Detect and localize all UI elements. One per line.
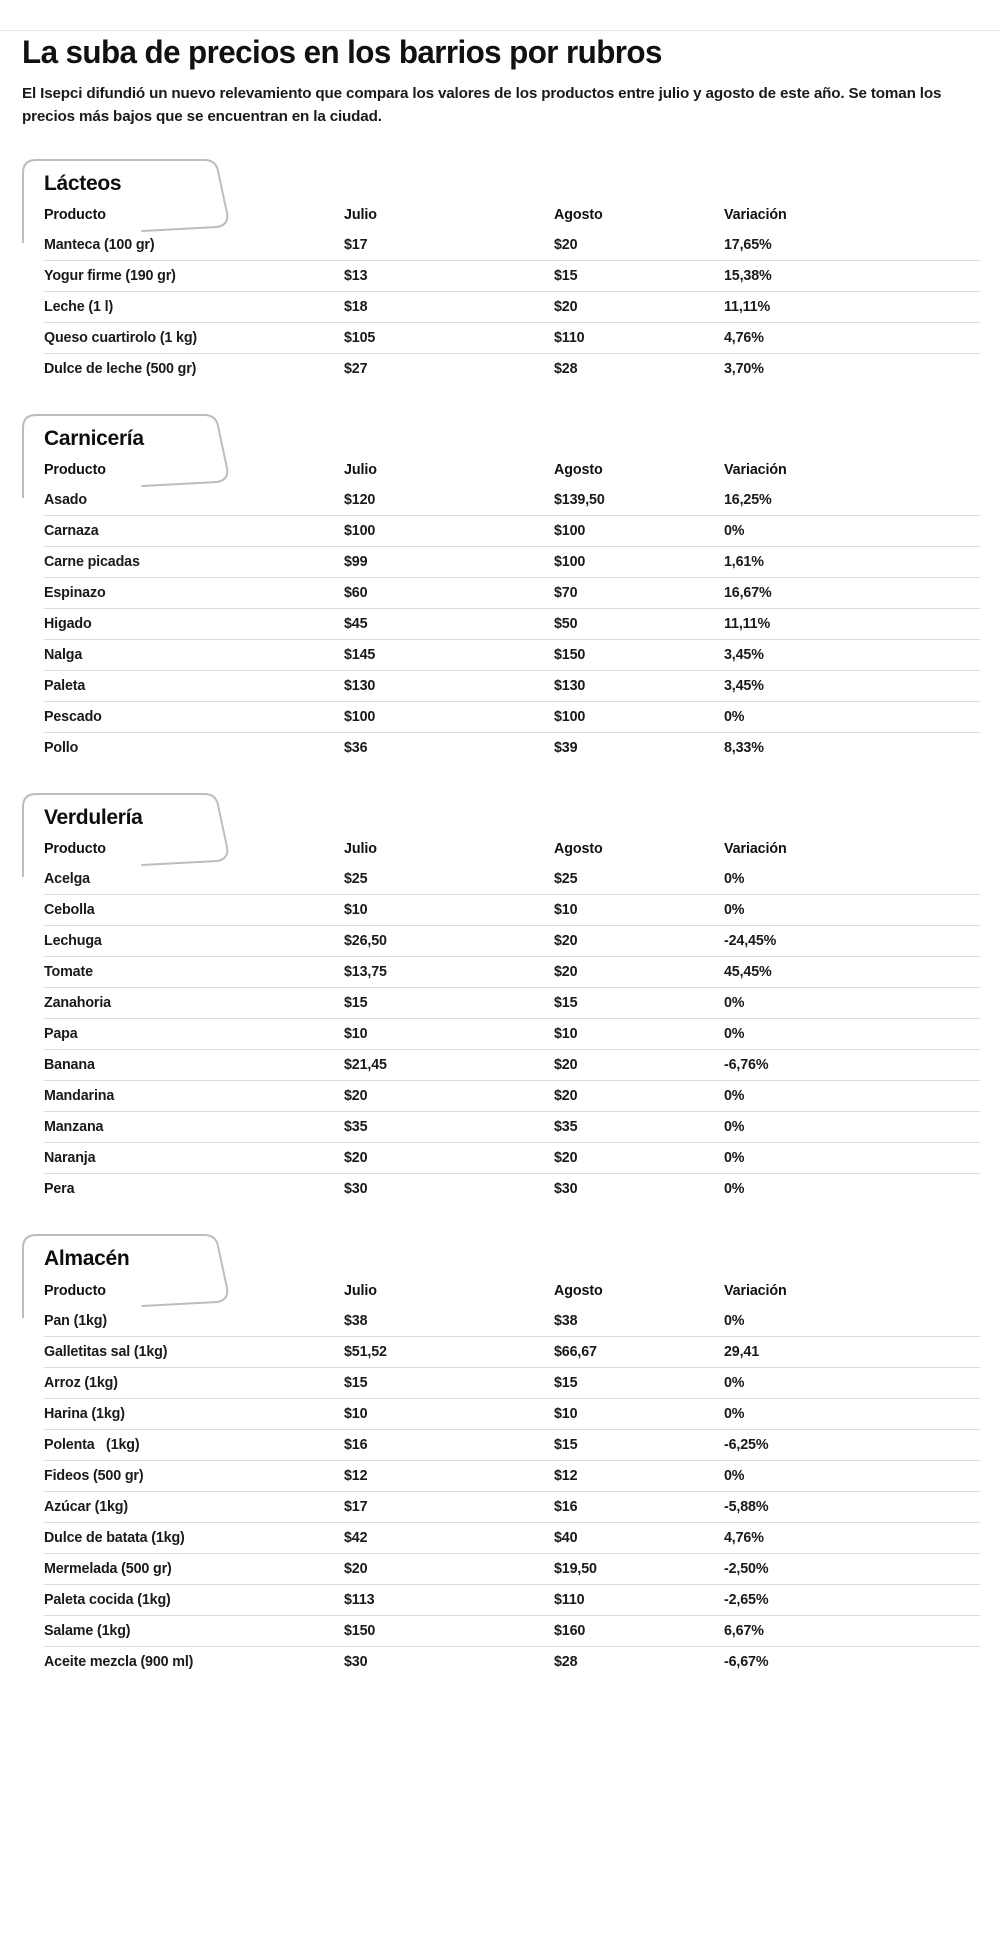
- cell-variacion: 0%: [724, 516, 980, 547]
- cell-producto: Higado: [44, 609, 344, 640]
- cell-agosto: $20: [554, 1050, 724, 1081]
- table-row: [44, 1584, 980, 1615]
- cell-producto: Arroz (1kg): [44, 1367, 344, 1398]
- cell-variacion: 0%: [724, 1306, 980, 1337]
- cell-variacion: 0%: [724, 1181, 745, 1198]
- cell-variacion: 3,45%: [724, 671, 980, 702]
- cell-julio: $99: [344, 547, 554, 578]
- cell-agosto: $19,50: [554, 1553, 724, 1584]
- cell-julio: $10: [344, 1019, 554, 1050]
- table-row: [44, 1429, 980, 1460]
- cell-agosto: $20: [554, 291, 724, 322]
- table-row: [44, 1491, 980, 1522]
- cell-julio: $113: [344, 1584, 554, 1615]
- cell-producto: Espinazo: [44, 578, 344, 609]
- cell-julio: $15: [344, 988, 554, 1019]
- cell-variacion: 0%: [724, 1398, 980, 1429]
- cell-variacion: -6,76%: [724, 1050, 980, 1081]
- cell-julio: $10: [344, 1398, 554, 1429]
- table-header-row: [44, 458, 980, 485]
- column-header-producto: Producto: [44, 841, 106, 858]
- table-row: [44, 1646, 980, 1677]
- page-subtitle: El Isepci difundió un nuevo relevamiento que compara los valores de los productos entre julio y agosto de este año. Se toman los precios más bajos que se encuentran en la ciudad.: [22, 84, 942, 126]
- cell-julio: $45: [344, 609, 554, 640]
- table-row: [44, 291, 980, 322]
- cell-variacion: 0%: [724, 895, 980, 926]
- cell-agosto: $20: [554, 230, 724, 261]
- column-header-julio: Julio: [344, 462, 377, 479]
- cell-julio: $17: [344, 1491, 554, 1522]
- cell-producto: Polenta (1kg): [44, 1429, 344, 1460]
- column-header-julio: Julio: [344, 841, 377, 858]
- cell-producto: Papa: [44, 1019, 344, 1050]
- cell-producto: Acelga: [44, 864, 344, 895]
- cell-producto: Galletitas sal (1kg): [44, 1336, 344, 1367]
- cell-agosto: $39: [554, 740, 578, 757]
- cell-agosto: $38: [554, 1306, 724, 1337]
- column-header-variacion: Variación: [724, 462, 787, 479]
- cell-agosto: $100: [554, 516, 724, 547]
- cell-producto: Fideos (500 gr): [44, 1460, 344, 1491]
- cell-variacion: 16,67%: [724, 578, 980, 609]
- table-row: [44, 230, 980, 261]
- cell-producto: Banana: [44, 1050, 344, 1081]
- cell-variacion: 0%: [724, 1112, 980, 1143]
- table-row: [44, 1367, 980, 1398]
- cell-producto: Paleta cocida (1kg): [44, 1584, 344, 1615]
- column-header-julio: Julio: [344, 206, 377, 223]
- cell-producto: Dulce de leche (500 gr): [44, 360, 197, 377]
- column-header-agosto: Agosto: [554, 841, 603, 858]
- cell-producto: Tomate: [44, 957, 344, 988]
- cell-variacion: 0%: [724, 1143, 980, 1174]
- cell-producto: Salame (1kg): [44, 1615, 344, 1646]
- column-header-variacion: Variación: [724, 841, 787, 858]
- cell-producto: Harina (1kg): [44, 1398, 344, 1429]
- cell-agosto: $15: [554, 988, 724, 1019]
- table-row: [44, 578, 980, 609]
- cell-variacion: -5,88%: [724, 1491, 980, 1522]
- price-table: [44, 837, 980, 1204]
- cell-agosto: $28: [554, 1653, 578, 1670]
- cell-agosto: $130: [554, 671, 724, 702]
- table-row: [44, 1050, 980, 1081]
- column-header-agosto: Agosto: [554, 462, 603, 479]
- page-title: La suba de precios en los barrios por rubros: [22, 34, 662, 70]
- table-row: [44, 1615, 980, 1646]
- cell-agosto: $70: [554, 578, 724, 609]
- cell-agosto: $100: [554, 547, 724, 578]
- cell-variacion: 0%: [724, 1460, 980, 1491]
- cell-variacion: 6,67%: [724, 1615, 980, 1646]
- cell-agosto: $28: [554, 360, 578, 377]
- cell-julio: $12: [344, 1460, 554, 1491]
- cell-agosto: $160: [554, 1615, 724, 1646]
- table-row: [44, 1081, 980, 1112]
- cell-variacion: 29,41: [724, 1336, 980, 1367]
- table-row: [44, 322, 980, 353]
- cell-agosto: $150: [554, 640, 724, 671]
- top-divider: [0, 30, 1000, 31]
- cell-agosto: $40: [554, 1522, 724, 1553]
- cell-variacion: 0%: [724, 1367, 980, 1398]
- table-row: [44, 895, 980, 926]
- cell-julio: $30: [344, 1181, 368, 1198]
- cell-julio: $130: [344, 671, 554, 702]
- cell-variacion: 3,70%: [724, 360, 764, 377]
- cell-agosto: $25: [554, 864, 724, 895]
- table-row: [44, 547, 980, 578]
- cell-producto: Paleta: [44, 671, 344, 702]
- cell-producto: Carne picadas: [44, 547, 344, 578]
- cell-variacion: -2,50%: [724, 1553, 980, 1584]
- cell-julio: $145: [344, 640, 554, 671]
- cell-julio: $30: [344, 1653, 368, 1670]
- cell-agosto: $110: [554, 322, 724, 353]
- table-row: [44, 1112, 980, 1143]
- cell-agosto: $12: [554, 1460, 724, 1491]
- table-row: [44, 1522, 980, 1553]
- column-header-variacion: Variación: [724, 1282, 787, 1299]
- cell-producto: Aceite mezcla (900 ml): [44, 1653, 194, 1670]
- cell-julio: $105: [344, 322, 554, 353]
- table-row: [44, 640, 980, 671]
- cell-producto: Pera: [44, 1181, 75, 1198]
- cell-julio: $38: [344, 1306, 554, 1337]
- cell-variacion: 0%: [724, 1081, 980, 1112]
- cell-variacion: -2,65%: [724, 1584, 980, 1615]
- cell-julio: $100: [344, 516, 554, 547]
- cell-julio: $13: [344, 260, 554, 291]
- table-row: [44, 1174, 980, 1205]
- cell-producto: Leche (1 l): [44, 291, 344, 322]
- column-header-julio: Julio: [344, 1282, 377, 1299]
- table-header-row: [44, 837, 980, 864]
- cell-agosto: $20: [554, 1081, 724, 1112]
- cell-julio: $27: [344, 360, 368, 377]
- table-row: [44, 516, 980, 547]
- cell-agosto: $10: [554, 1019, 724, 1050]
- cell-agosto: $15: [554, 260, 724, 291]
- cell-julio: $13,75: [344, 957, 554, 988]
- cell-producto: Mandarina: [44, 1081, 344, 1112]
- cell-agosto: $20: [554, 957, 724, 988]
- content-wrapper: [22, 36, 980, 1677]
- cell-variacion: 8,33%: [724, 740, 764, 757]
- table-row: [44, 988, 980, 1019]
- column-header-producto: Producto: [44, 206, 106, 223]
- table-row: [44, 1553, 980, 1584]
- cell-julio: $36: [344, 740, 368, 757]
- cell-producto: Lechuga: [44, 926, 344, 957]
- cell-variacion: 0%: [724, 702, 980, 733]
- table-row: [44, 957, 980, 988]
- cell-julio: $15: [344, 1367, 554, 1398]
- section-inner: [22, 1232, 980, 1676]
- cell-producto: Dulce de batata (1kg): [44, 1522, 344, 1553]
- table-row: [44, 702, 980, 733]
- table-row: [44, 1460, 980, 1491]
- cell-producto: Pescado: [44, 702, 344, 733]
- cell-julio: $150: [344, 1615, 554, 1646]
- section-inner: [22, 157, 980, 384]
- cell-julio: $17: [344, 230, 554, 261]
- table-row: [44, 1019, 980, 1050]
- table-row: [44, 485, 980, 516]
- cell-agosto: $66,67: [554, 1336, 724, 1367]
- cell-agosto: $139,50: [554, 485, 724, 516]
- cell-julio: $26,50: [344, 926, 554, 957]
- cell-julio: $42: [344, 1522, 554, 1553]
- cell-agosto: $20: [554, 1143, 724, 1174]
- price-table: [44, 458, 980, 763]
- cell-producto: Manzana: [44, 1112, 344, 1143]
- column-header-variacion: Variación: [724, 206, 787, 223]
- cell-variacion: -6,67%: [724, 1653, 769, 1670]
- cell-producto: Naranja: [44, 1143, 344, 1174]
- cell-agosto: $50: [554, 609, 724, 640]
- table-row: [44, 671, 980, 702]
- section-title: Lácteos: [44, 171, 122, 195]
- table-header-row: [44, 1279, 980, 1306]
- column-header-agosto: Agosto: [554, 1282, 603, 1299]
- cell-agosto: $10: [554, 1398, 724, 1429]
- column-header-producto: Producto: [44, 1282, 106, 1299]
- table-row: [44, 609, 980, 640]
- cell-julio: $21,45: [344, 1050, 554, 1081]
- cell-julio: $100: [344, 702, 554, 733]
- section-l-cteos: [22, 157, 980, 384]
- cell-producto: Azúcar (1kg): [44, 1491, 344, 1522]
- sections-container: [22, 157, 980, 1677]
- cell-agosto: $15: [554, 1367, 724, 1398]
- section-almac-n: [22, 1232, 980, 1676]
- cell-producto: Yogur firme (190 gr): [44, 260, 344, 291]
- cell-producto: Asado: [44, 485, 344, 516]
- cell-julio: $10: [344, 895, 554, 926]
- cell-variacion: 0%: [724, 988, 980, 1019]
- section-title: Verdulería: [44, 806, 143, 830]
- section-title: Carnicería: [44, 426, 144, 450]
- table-row: [44, 260, 980, 291]
- cell-producto: Pan (1kg): [44, 1306, 344, 1337]
- cell-julio: $25: [344, 864, 554, 895]
- cell-variacion: 15,38%: [724, 260, 980, 291]
- cell-agosto: $10: [554, 895, 724, 926]
- price-table: [44, 203, 980, 384]
- table-row: [44, 1306, 980, 1337]
- cell-variacion: 0%: [724, 1019, 980, 1050]
- cell-agosto: $35: [554, 1112, 724, 1143]
- table-row: [44, 353, 980, 384]
- cell-variacion: 45,45%: [724, 957, 980, 988]
- cell-variacion: 16,25%: [724, 485, 980, 516]
- table-row: [44, 1336, 980, 1367]
- cell-variacion: 4,76%: [724, 1522, 980, 1553]
- column-header-agosto: Agosto: [554, 206, 603, 223]
- cell-producto: Pollo: [44, 740, 79, 757]
- cell-variacion: 11,11%: [724, 609, 980, 640]
- cell-agosto: $20: [554, 926, 724, 957]
- table-row: [44, 864, 980, 895]
- cell-producto: Carnaza: [44, 516, 344, 547]
- cell-variacion: 17,65%: [724, 230, 980, 261]
- section-verduler-a: [22, 791, 980, 1204]
- cell-variacion: -6,25%: [724, 1429, 980, 1460]
- cell-agosto: $110: [554, 1584, 724, 1615]
- table-row: [44, 1398, 980, 1429]
- section-inner: [22, 791, 980, 1204]
- cell-variacion: -24,45%: [724, 926, 980, 957]
- cell-producto: Manteca (100 gr): [44, 230, 344, 261]
- cell-julio: $20: [344, 1081, 554, 1112]
- cell-julio: $51,52: [344, 1336, 554, 1367]
- column-header-producto: Producto: [44, 462, 106, 479]
- cell-variacion: 3,45%: [724, 640, 980, 671]
- table-row: [44, 926, 980, 957]
- table-row: [44, 733, 980, 764]
- cell-julio: $60: [344, 578, 554, 609]
- table-row: [44, 1143, 980, 1174]
- cell-variacion: 11,11%: [724, 291, 980, 322]
- cell-agosto: $100: [554, 702, 724, 733]
- cell-julio: $18: [344, 291, 554, 322]
- price-table: [44, 1279, 980, 1677]
- cell-julio: $35: [344, 1112, 554, 1143]
- cell-producto: Nalga: [44, 640, 344, 671]
- cell-variacion: 1,61%: [724, 547, 980, 578]
- cell-variacion: 0%: [724, 864, 980, 895]
- cell-agosto: $30: [554, 1181, 578, 1198]
- cell-julio: $20: [344, 1553, 554, 1584]
- table-header-row: [44, 203, 980, 230]
- section-inner: [22, 412, 980, 763]
- cell-variacion: 4,76%: [724, 322, 980, 353]
- section-title: Almacén: [44, 1247, 130, 1271]
- cell-producto: Zanahoria: [44, 988, 344, 1019]
- section-carnicer-a: [22, 412, 980, 763]
- cell-julio: $16: [344, 1429, 554, 1460]
- cell-producto: Queso cuartirolo (1 kg): [44, 322, 344, 353]
- cell-agosto: $15: [554, 1429, 724, 1460]
- cell-producto: Cebolla: [44, 895, 344, 926]
- cell-julio: $120: [344, 485, 554, 516]
- cell-julio: $20: [344, 1143, 554, 1174]
- cell-producto: Mermelada (500 gr): [44, 1553, 344, 1584]
- cell-agosto: $16: [554, 1491, 724, 1522]
